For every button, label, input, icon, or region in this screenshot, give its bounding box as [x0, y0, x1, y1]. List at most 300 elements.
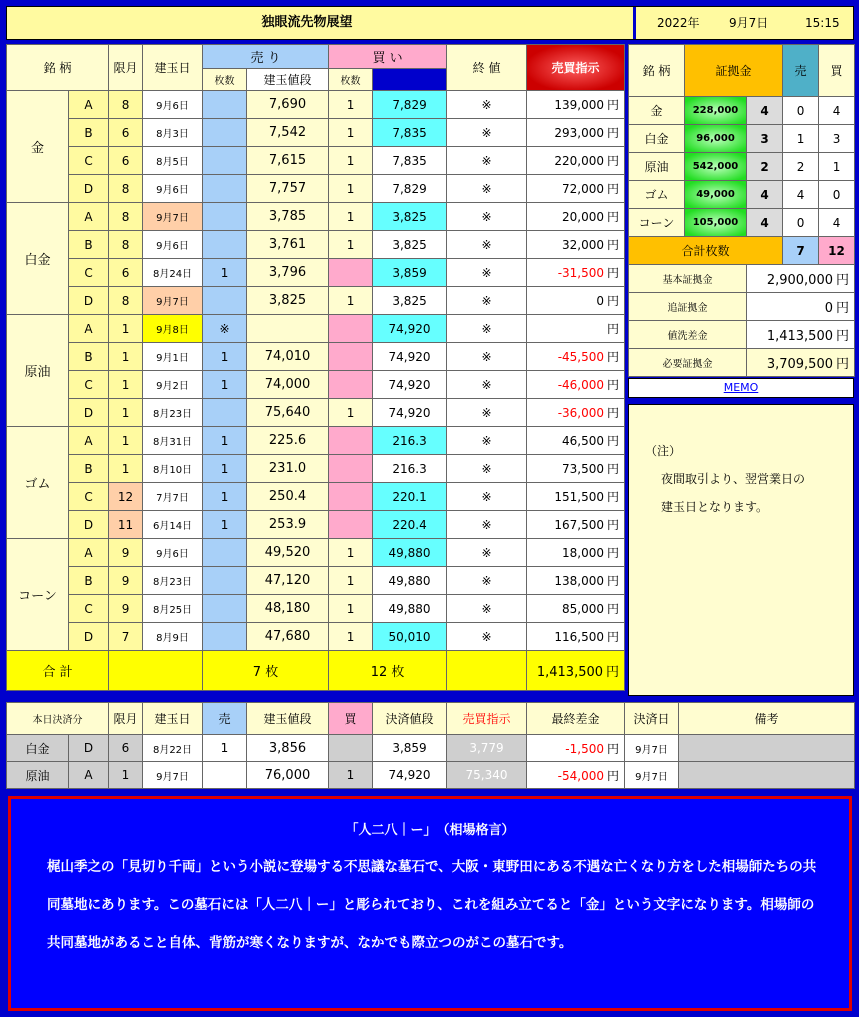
mark-to-market-cell-value: 293,000 — [554, 126, 605, 140]
close-price-cell: 7,835 — [373, 119, 447, 147]
month-cell: 8 — [109, 287, 143, 315]
yen-unit: 円 — [606, 768, 619, 783]
row-label: C — [69, 147, 109, 175]
margin-amount: 96,000 — [685, 125, 747, 153]
yen-unit: 円 — [836, 273, 850, 288]
buy-count-cell: 1 — [329, 539, 373, 567]
margin-summary-label: 必要証拠金 — [629, 349, 747, 377]
mark-to-market-cell — [527, 203, 625, 231]
margin-amount: 228,000 — [685, 97, 747, 125]
close-price-cell: 3,859 — [373, 259, 447, 287]
margin-summary-row — [629, 321, 855, 349]
month-cell: 9 — [109, 595, 143, 623]
row-label: B — [69, 455, 109, 483]
settle-note — [679, 762, 855, 789]
close-price-cell: 3,825 — [373, 203, 447, 231]
settle-col-sell: 売 — [203, 703, 247, 735]
margin-row — [629, 125, 855, 153]
instruction-cell: ※ — [447, 567, 527, 595]
margin-summary-label: 追証拠金 — [629, 293, 747, 321]
mark-to-market-cell-value: 46,500 — [562, 434, 605, 448]
table-row — [7, 427, 625, 455]
mark-to-market-cell-value: 18,000 — [562, 546, 605, 560]
mark-to-market-cell-value: 0 — [596, 294, 605, 308]
margin-multiplier: 4 — [747, 181, 783, 209]
settle-settle-date: 9月7日 — [625, 735, 679, 762]
instruction-cell: ※ — [447, 595, 527, 623]
settlement-table — [6, 702, 855, 789]
margin-summary-value-value: 3,709,500 — [766, 357, 833, 372]
total-diff-value: 1,413,500 — [536, 665, 604, 680]
total-row — [7, 651, 625, 691]
instruction-cell: ※ — [447, 399, 527, 427]
settle-col-month: 限月 — [109, 703, 143, 735]
sell-count-cell — [203, 595, 247, 623]
settle-settle-price: 74,920 — [373, 762, 447, 789]
proverb-title: 「人二八｜ー」 （相場格言） — [345, 823, 515, 838]
row-label: A — [69, 91, 109, 119]
yen-unit: 円 — [607, 210, 620, 224]
open-price-cell: 7,542 — [247, 119, 329, 147]
mark-to-market-cell — [527, 399, 625, 427]
close-price-cell: 220.1 — [373, 483, 447, 511]
open-date-cell: 8月24日 — [143, 259, 203, 287]
settle-settle-price: 3,859 — [373, 735, 447, 762]
table-row — [7, 287, 625, 315]
settle-diff-value: -54,000 — [557, 768, 604, 783]
mark-to-market-cell — [527, 315, 625, 343]
yen-unit: 円 — [607, 434, 620, 448]
mark-to-market-cell — [527, 539, 625, 567]
margin-sell: 0 — [783, 97, 819, 125]
total-spacer — [109, 651, 203, 691]
buy-count-cell: 1 — [329, 147, 373, 175]
total-buy — [329, 651, 447, 691]
month-cell: 1 — [109, 371, 143, 399]
sell-count-cell — [203, 91, 247, 119]
col-date: 建玉日 — [143, 45, 203, 91]
instruction-cell: ※ — [447, 287, 527, 315]
month-cell: 8 — [109, 91, 143, 119]
margin-summary-value-value: 1,413,500 — [766, 329, 833, 344]
row-label: C — [69, 483, 109, 511]
yen-unit: 円 — [607, 406, 620, 420]
close-price-cell: 216.3 — [373, 427, 447, 455]
margin-sell: 2 — [783, 153, 819, 181]
sell-count-cell: 1 — [203, 455, 247, 483]
open-date-cell: 8月25日 — [143, 595, 203, 623]
open-price-cell: 47,120 — [247, 567, 329, 595]
row-label: C — [69, 371, 109, 399]
yen-unit: 円 — [607, 182, 620, 196]
mark-to-market-cell-value: -36,000 — [557, 406, 605, 420]
col-brand: 銘 柄 — [7, 45, 109, 91]
sell-count-cell — [203, 623, 247, 651]
sell-count-cell: ※ — [203, 315, 247, 343]
proverb-body: 梶山季之の「見切り千両」という小説に登場する不思議な墓石で、大阪・東野田にある不遇な亡くなり方をした相場師たちの共同墓地にあります。この墓石には「人二八｜ー」と彫られており、これを組み立てると「金」という文字になります。相場師の共同墓地があること自体、背筋が寒くなりますが、なかでも際立つのがこの墓石です。 — [47, 859, 817, 951]
yen-unit: 円 — [607, 98, 620, 112]
row-label: D — [69, 287, 109, 315]
settle-col-date: 建玉日 — [143, 703, 203, 735]
sell-count-cell: 1 — [203, 371, 247, 399]
instruction-cell: ※ — [447, 455, 527, 483]
mark-to-market-cell — [527, 91, 625, 119]
close-price-cell: 7,835 — [373, 147, 447, 175]
close-price-cell: 220.4 — [373, 511, 447, 539]
margin-total-sell: 7 — [783, 237, 819, 265]
close-price-cell: 74,920 — [373, 399, 447, 427]
settle-price: 76,000 — [247, 762, 329, 789]
total-buy-unit: 枚 — [391, 665, 405, 680]
row-label: D — [69, 511, 109, 539]
margin-sell: 1 — [783, 125, 819, 153]
table-row — [7, 567, 625, 595]
margin-summary-value — [747, 265, 855, 293]
settle-settle-date: 9月7日 — [625, 762, 679, 789]
month-cell: 1 — [109, 343, 143, 371]
settle-col-label: 本日決済分 — [7, 703, 109, 735]
mark-to-market-cell-value: 116,500 — [554, 630, 605, 644]
settle-row — [7, 735, 855, 762]
header-date: 9月7日 — [729, 16, 769, 30]
market-proverb-box — [8, 796, 852, 1011]
open-price-cell — [247, 315, 329, 343]
page-title: 独眼流先物展望 — [261, 15, 353, 30]
margin-summary-row — [629, 349, 855, 377]
instruction-cell: ※ — [447, 539, 527, 567]
margin-col-amount: 証拠金 — [685, 45, 783, 97]
buy-count-cell: 1 — [329, 175, 373, 203]
yen-unit: 円 — [836, 329, 850, 344]
row-label: D — [69, 623, 109, 651]
buy-count-cell — [329, 483, 373, 511]
row-label: B — [69, 119, 109, 147]
instruction-cell: ※ — [447, 231, 527, 259]
open-date-cell: 9月6日 — [143, 91, 203, 119]
total-sell — [203, 651, 329, 691]
settle-col-buy: 買 — [329, 703, 373, 735]
open-date-cell: 9月1日 — [143, 343, 203, 371]
instruction-cell: ※ — [447, 371, 527, 399]
table-row — [7, 175, 625, 203]
col-sell-count: 枚数 — [203, 69, 247, 91]
instruction-cell: ※ — [447, 119, 527, 147]
mark-to-market-cell-value: 167,500 — [554, 518, 605, 532]
sell-count-cell: 1 — [203, 259, 247, 287]
margin-total-buy: 12 — [819, 237, 855, 265]
yen-unit: 円 — [607, 378, 620, 392]
commodity-name: 白金 — [7, 203, 69, 315]
open-date-cell: 9月7日 — [143, 287, 203, 315]
mark-to-market-cell-value: 20,000 — [562, 210, 605, 224]
margin-summary-label: 値洗差金 — [629, 321, 747, 349]
table-row — [7, 371, 625, 399]
month-cell: 12 — [109, 483, 143, 511]
mark-to-market-cell — [527, 231, 625, 259]
yen-unit: 円 — [607, 518, 620, 532]
table-row — [7, 343, 625, 371]
margin-sell: 4 — [783, 181, 819, 209]
settle-diff — [527, 762, 625, 789]
settle-col-note: 備考 — [679, 703, 855, 735]
total-sell-unit: 枚 — [265, 665, 279, 680]
open-price-cell: 253.9 — [247, 511, 329, 539]
mark-to-market-cell — [527, 455, 625, 483]
settle-diff — [527, 735, 625, 762]
settle-instruction: 3,779 — [447, 735, 527, 762]
header-time: 15:15 — [805, 16, 840, 30]
row-label: A — [69, 203, 109, 231]
buy-count-cell — [329, 259, 373, 287]
sell-count-cell: 1 — [203, 511, 247, 539]
row-label: A — [69, 427, 109, 455]
margin-col-sell: 売 — [783, 45, 819, 97]
margin-total-row — [629, 237, 855, 265]
close-price-cell: 7,829 — [373, 175, 447, 203]
month-cell: 9 — [109, 567, 143, 595]
table-row — [7, 539, 625, 567]
open-date-cell: 8月5日 — [143, 147, 203, 175]
mark-to-market-cell — [527, 567, 625, 595]
margin-amount: 105,000 — [685, 209, 747, 237]
mark-to-market-cell-value: 138,000 — [554, 574, 605, 588]
settle-col-diff: 最終差金 — [527, 703, 625, 735]
table-row — [7, 203, 625, 231]
settle-price: 3,856 — [247, 735, 329, 762]
header-divider — [633, 7, 636, 39]
month-cell: 9 — [109, 539, 143, 567]
col-close: 終 値 — [447, 45, 527, 91]
settle-row — [7, 762, 855, 789]
margin-row — [629, 209, 855, 237]
margin-col-brand: 銘 柄 — [629, 45, 685, 97]
open-price-cell: 74,010 — [247, 343, 329, 371]
yen-unit: 円 — [607, 630, 620, 644]
total-label: 合 計 — [7, 651, 109, 691]
buy-count-cell: 1 — [329, 399, 373, 427]
open-date-cell: 9月6日 — [143, 231, 203, 259]
settle-label: A — [69, 762, 109, 789]
mark-to-market-cell-value: 73,500 — [562, 462, 605, 476]
instruction-cell: ※ — [447, 147, 527, 175]
header-year: 2022年 — [657, 16, 700, 30]
month-cell: 11 — [109, 511, 143, 539]
settle-buy — [329, 735, 373, 762]
margin-summary-row — [629, 293, 855, 321]
open-date-cell: 8月23日 — [143, 399, 203, 427]
mark-to-market-cell-value: -31,500 — [557, 266, 605, 280]
month-cell: 6 — [109, 119, 143, 147]
sell-count-cell — [203, 147, 247, 175]
col-sell: 売 り — [203, 45, 329, 69]
sell-count-cell — [203, 231, 247, 259]
commodity-name: コーン — [7, 539, 69, 651]
mark-to-market-cell — [527, 427, 625, 455]
margin-multiplier: 2 — [747, 153, 783, 181]
buy-count-cell — [329, 455, 373, 483]
mark-to-market-cell-value: 151,500 — [554, 490, 605, 504]
buy-count-cell — [329, 343, 373, 371]
mark-to-market-cell — [527, 623, 625, 651]
col-buy-count: 枚数 — [329, 69, 373, 91]
open-date-cell: 8月3日 — [143, 119, 203, 147]
settle-buy: 1 — [329, 762, 373, 789]
table-row — [7, 315, 625, 343]
table-row — [7, 147, 625, 175]
yen-unit: 円 — [607, 126, 620, 140]
mark-to-market-cell — [527, 119, 625, 147]
sell-count-cell: 1 — [203, 343, 247, 371]
buy-count-cell: 1 — [329, 91, 373, 119]
close-price-cell: 49,880 — [373, 539, 447, 567]
yen-unit: 円 — [607, 238, 620, 252]
settle-brand: 原油 — [7, 762, 69, 789]
col-instruction: 売買指示 — [527, 45, 625, 91]
month-cell: 8 — [109, 175, 143, 203]
settle-month: 6 — [109, 735, 143, 762]
mark-to-market-cell-value: 139,000 — [554, 98, 605, 112]
mark-to-market-cell — [527, 483, 625, 511]
row-label: A — [69, 539, 109, 567]
margin-buy: 4 — [819, 209, 855, 237]
open-date-cell: 8月23日 — [143, 567, 203, 595]
open-date-cell: 7月7日 — [143, 483, 203, 511]
margin-brand: 原油 — [629, 153, 685, 181]
close-price-cell: 50,010 — [373, 623, 447, 651]
buy-count-cell — [329, 371, 373, 399]
settle-col-settle-price: 決済値段 — [373, 703, 447, 735]
instruction-cell: ※ — [447, 315, 527, 343]
yen-unit: 円 — [607, 350, 620, 364]
total-spacer — [447, 651, 527, 691]
buy-count-cell: 1 — [329, 287, 373, 315]
margin-buy: 1 — [819, 153, 855, 181]
table-row — [7, 455, 625, 483]
commodity-name: ゴム — [7, 427, 69, 539]
mark-to-market-cell-value: 85,000 — [562, 602, 605, 616]
open-price-cell: 225.6 — [247, 427, 329, 455]
margin-brand: 白金 — [629, 125, 685, 153]
table-row — [7, 231, 625, 259]
open-price-cell: 7,690 — [247, 91, 329, 119]
table-row — [7, 399, 625, 427]
close-price-cell: 49,880 — [373, 595, 447, 623]
open-price-cell: 74,000 — [247, 371, 329, 399]
open-date-cell: 8月10日 — [143, 455, 203, 483]
settle-col-price: 建玉値段 — [247, 703, 329, 735]
month-cell: 6 — [109, 147, 143, 175]
margin-amount: 542,000 — [685, 153, 747, 181]
margin-summary-value — [747, 321, 855, 349]
open-price-cell: 49,520 — [247, 539, 329, 567]
margin-table — [628, 44, 855, 377]
memo-note-line: 夜間取引より、翌営業日の — [661, 472, 806, 486]
mark-to-market-cell-value: 220,000 — [554, 154, 605, 168]
open-price-cell: 48,180 — [247, 595, 329, 623]
buy-count-cell: 1 — [329, 567, 373, 595]
sell-count-cell — [203, 399, 247, 427]
margin-row — [629, 181, 855, 209]
total-diff — [527, 651, 625, 691]
close-price-cell: 3,825 — [373, 287, 447, 315]
close-price-cell: 49,880 — [373, 567, 447, 595]
sell-count-cell: 1 — [203, 483, 247, 511]
mark-to-market-cell — [527, 259, 625, 287]
row-label: C — [69, 259, 109, 287]
close-price-cell: 74,920 — [373, 343, 447, 371]
mark-to-market-cell-value: -45,500 — [557, 350, 605, 364]
open-price-cell: 7,757 — [247, 175, 329, 203]
table-row — [7, 119, 625, 147]
open-date-cell: 9月7日 — [143, 203, 203, 231]
month-cell: 1 — [109, 455, 143, 483]
settle-note — [679, 735, 855, 762]
row-label: C — [69, 595, 109, 623]
margin-multiplier: 4 — [747, 97, 783, 125]
sell-count-cell — [203, 567, 247, 595]
col-buy: 買 い — [329, 45, 447, 69]
yen-unit: 円 — [836, 301, 850, 316]
mark-to-market-cell — [527, 175, 625, 203]
row-label: B — [69, 231, 109, 259]
open-price-cell: 75,640 — [247, 399, 329, 427]
row-label: B — [69, 567, 109, 595]
row-label: D — [69, 399, 109, 427]
instruction-cell: ※ — [447, 483, 527, 511]
yen-unit: 円 — [836, 357, 850, 372]
mark-to-market-cell-value: 32,000 — [562, 238, 605, 252]
month-cell: 7 — [109, 623, 143, 651]
open-price-cell: 3,825 — [247, 287, 329, 315]
open-price-cell: 231.0 — [247, 455, 329, 483]
table-row — [7, 259, 625, 287]
buy-count-cell: 1 — [329, 231, 373, 259]
open-date-cell: 9月6日 — [143, 539, 203, 567]
mark-to-market-cell — [527, 287, 625, 315]
instruction-cell: ※ — [447, 175, 527, 203]
close-price-cell: 74,920 — [373, 371, 447, 399]
mark-to-market-cell — [527, 147, 625, 175]
open-date-cell: 6月14日 — [143, 511, 203, 539]
sell-count-cell — [203, 119, 247, 147]
margin-col-buy: 買 — [819, 45, 855, 97]
yen-unit: 円 — [606, 665, 620, 680]
month-cell: 1 — [109, 315, 143, 343]
instruction-cell: ※ — [447, 203, 527, 231]
row-label: A — [69, 315, 109, 343]
memo-link[interactable]: MEMO — [628, 378, 854, 398]
margin-buy: 0 — [819, 181, 855, 209]
sell-count-cell — [203, 287, 247, 315]
memo-note-heading: （注） — [645, 444, 682, 458]
buy-count-cell: 1 — [329, 595, 373, 623]
settle-date: 9月7日 — [143, 762, 203, 789]
margin-multiplier: 4 — [747, 209, 783, 237]
col-price: 建玉値段 — [247, 69, 329, 91]
buy-count-cell — [329, 427, 373, 455]
commodity-name: 金 — [7, 91, 69, 203]
yen-unit: 円 — [607, 490, 620, 504]
yen-unit: 円 — [606, 741, 619, 756]
margin-total-label: 合計枚数 — [629, 237, 783, 265]
commodity-name: 原油 — [7, 315, 69, 427]
settle-label: D — [69, 735, 109, 762]
mark-to-market-cell — [527, 511, 625, 539]
instruction-cell: ※ — [447, 91, 527, 119]
margin-summary-value — [747, 293, 855, 321]
close-price-cell: 3,825 — [373, 231, 447, 259]
close-price-cell: 216.3 — [373, 455, 447, 483]
